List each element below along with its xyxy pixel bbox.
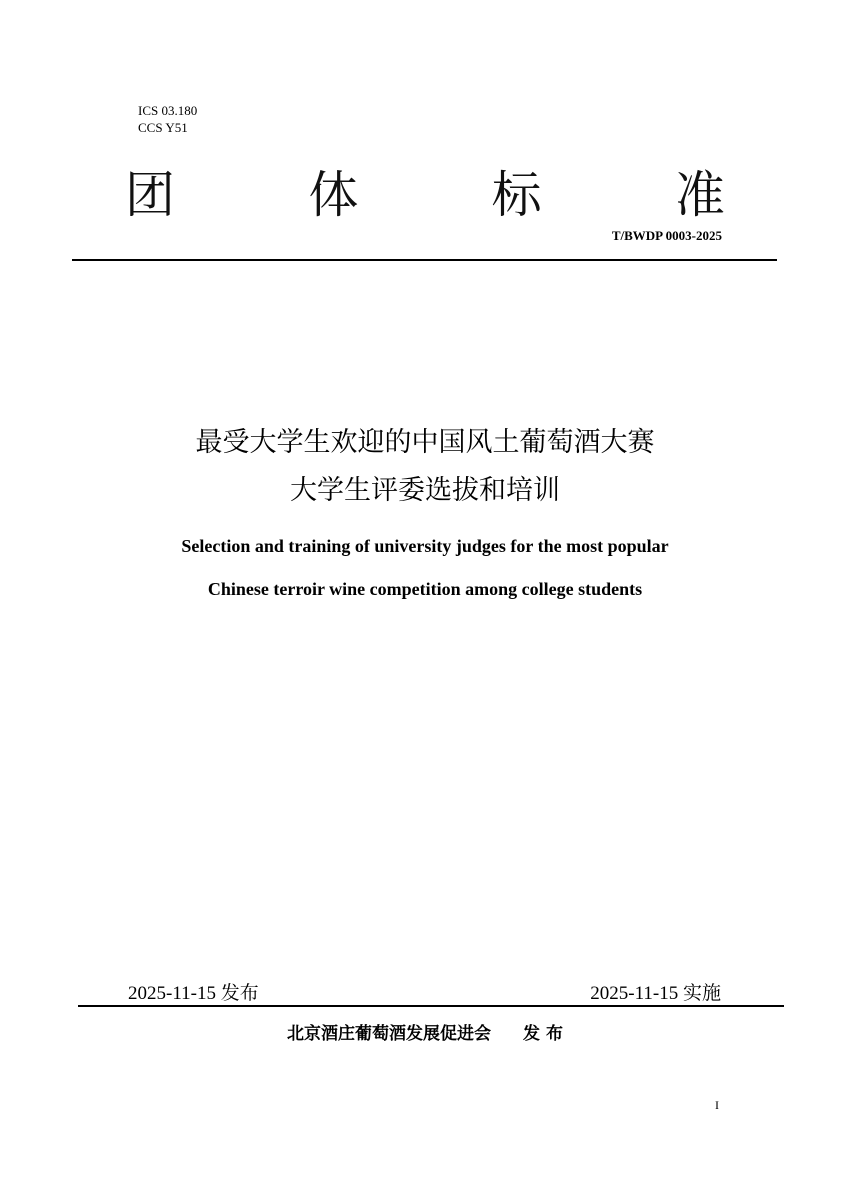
chinese-title-line-2: 大学生评委选拔和培训: [290, 475, 560, 506]
standard-type-char: 体: [308, 166, 359, 224]
publisher-line: [0, 1022, 850, 1046]
publish-action: 发 布: [523, 1024, 563, 1044]
standard-type-char: 标: [491, 166, 542, 224]
chinese-title-line-1: 最受大学生欢迎的中国风土葡萄酒大赛: [195, 427, 655, 458]
classification-codes: [138, 102, 197, 136]
english-title-line-2: Chinese terroir wine competition among college students: [207, 579, 643, 599]
ics-code: ICS 03.180: [138, 103, 198, 118]
standard-type-heading: [125, 160, 725, 230]
standard-number: T/BWDP 0003-2025: [611, 228, 722, 243]
header-divider: [72, 259, 777, 261]
standard-type-char: 准: [674, 166, 725, 224]
ccs-code: CCS Y51: [138, 120, 188, 135]
page-number: I: [715, 1098, 719, 1112]
english-title-line-1: Selection and training of university judges for the most popular: [181, 536, 669, 556]
standard-type-char: 团: [125, 166, 175, 224]
issue-date: 2025-11-15 发布: [128, 983, 259, 1004]
implementation-date: 2025-11-15 实施: [590, 983, 721, 1004]
publisher-name: 北京酒庄葡萄酒发展促进会: [287, 1024, 492, 1044]
footer-divider: [78, 1005, 784, 1007]
